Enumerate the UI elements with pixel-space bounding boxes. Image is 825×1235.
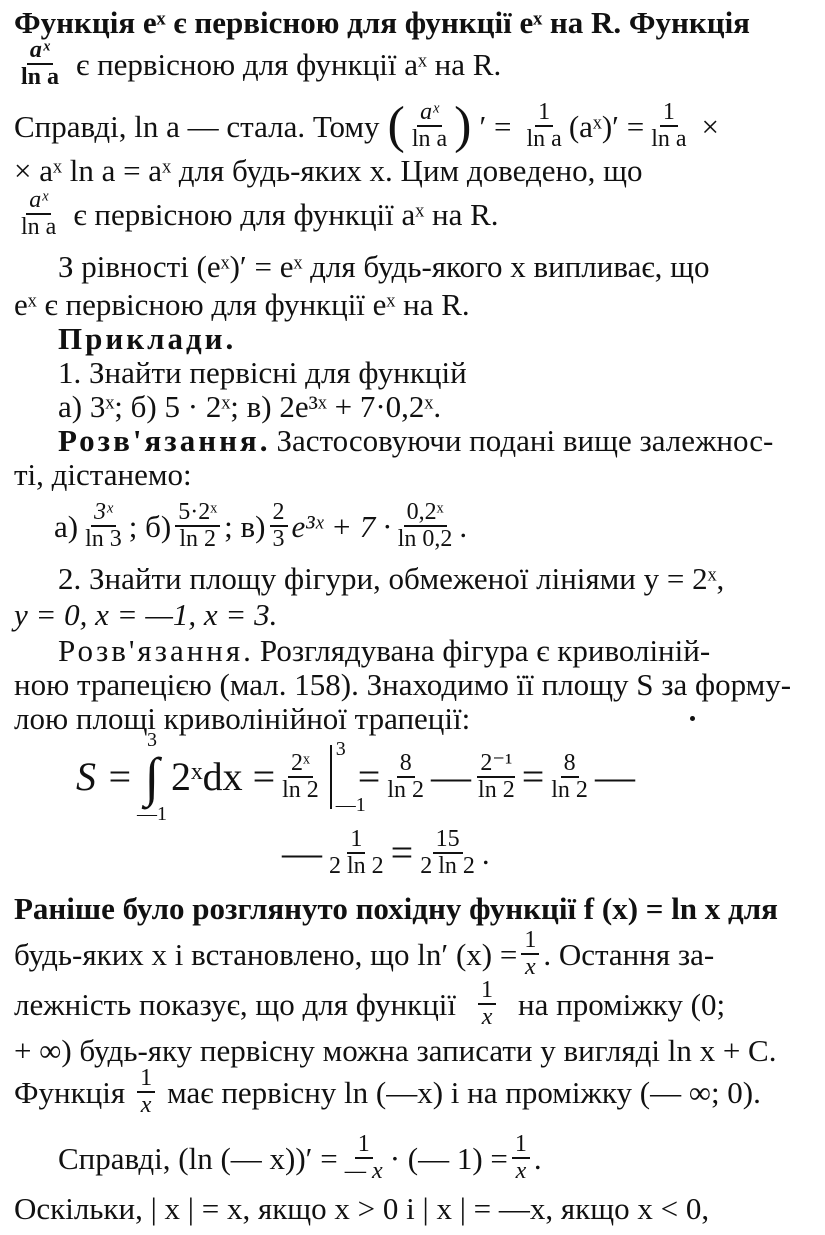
fraction [18, 188, 59, 240]
speck [690, 716, 695, 721]
den: ln a [526, 126, 562, 152]
text: — [282, 830, 322, 875]
num: 1 [478, 978, 496, 1005]
num: 1 [660, 100, 678, 127]
line-24 [14, 1030, 811, 1070]
text: × aˣ ln a = aˣ для будь-яких x. Цим доведено, що [14, 152, 643, 188]
text: = [357, 754, 381, 799]
integral-sign: 3 ∫ —1 [137, 729, 167, 825]
line-5 [14, 186, 811, 240]
formula-continued: — $\frac{1}{2 \ln 2}$ = $\frac{15}{2 \ln 2}$ . [282, 825, 490, 879]
text: має первісну ln (—x) і на проміжку (— ∞; 0). [167, 1074, 761, 1110]
num: aˣ [417, 100, 442, 127]
text: лежність показує, що для функції [14, 986, 457, 1022]
text: y = 0, x = —1, x = 3. [14, 596, 278, 632]
den: x [525, 954, 536, 980]
fraction [548, 751, 591, 803]
text: S = [76, 754, 133, 799]
text: є первісною для функції aˣ на R. [76, 46, 502, 82]
num: aˣ [26, 188, 51, 215]
den: ln 2 [179, 526, 217, 552]
text: (aˣ)′ = [568, 108, 645, 144]
fraction-ax-lna [18, 38, 62, 90]
fraction [82, 500, 125, 552]
upper-limit: 3 [147, 729, 157, 751]
text: Функція eˣ є первісною для функції eˣ на R. Функція [14, 4, 750, 40]
den: ln a [21, 214, 57, 240]
num: 0,2ˣ [404, 500, 447, 527]
fraction [279, 751, 322, 803]
text: будь-яких x і встановлено, що ln′ (x) = [14, 936, 518, 972]
text: — [594, 754, 635, 799]
den: x [140, 1092, 152, 1118]
text: — [431, 754, 472, 799]
heading: Приклади. [58, 320, 237, 356]
fraction [270, 500, 288, 552]
text: eˣ є первісною для функції eˣ на R. [14, 286, 470, 322]
den: ln a [411, 126, 448, 152]
num: 2⁻¹ [477, 751, 515, 778]
fraction [478, 978, 496, 1030]
fraction [175, 500, 220, 552]
line-23 [14, 976, 811, 1030]
text: = [390, 830, 414, 875]
fraction [342, 1132, 386, 1184]
text: 2. Знайти площу фігури, обмеженої лініями y = 2ˣ, [58, 560, 725, 596]
num: 3ˣ [91, 500, 116, 527]
num: 8 [561, 751, 579, 778]
line-15 [14, 594, 811, 634]
line-25 [14, 1064, 811, 1118]
den: ln 0,2 [397, 526, 453, 552]
fraction [395, 500, 456, 552]
text: . Остання за- [543, 936, 715, 972]
line-27 [14, 1188, 811, 1228]
text: = [521, 754, 545, 799]
text: ною трапецією (мал. 158). Знаходимо її площу S за форму- [14, 666, 792, 702]
text: · (— 1) = [389, 1140, 508, 1176]
den: ln a [651, 126, 687, 152]
num: 1 [535, 100, 553, 127]
line-13: а) $\frac{\text{3ˣ}}{\ln 3}$ ; б) $\frac{\text{5·2ˣ}}{\ln 2}$ ; в) $\frac{2}{3}$ e³ˣ + 7 · $\frac{\text{0,2ˣ}}{\ln 0,2}$ . [54, 498, 468, 552]
evaluation-bar [330, 738, 366, 816]
line-14 [58, 558, 811, 598]
text: 2ˣdx = [171, 754, 276, 799]
fraction [475, 751, 518, 803]
text: Оскільки, | x | = x, якщо x > 0 і | x | = —x, якщо x < 0, [14, 1190, 710, 1226]
num: 1 [137, 1066, 155, 1093]
line-4 [14, 150, 811, 190]
text: Справді, (ln (— x))′ = [58, 1140, 338, 1176]
fraction [409, 100, 450, 152]
line-22 [14, 926, 811, 980]
paren-open: ( [387, 97, 405, 154]
text: З рівності (eˣ)′ = eˣ для будь-якого x випливає, що [58, 248, 710, 284]
fraction [512, 1132, 530, 1184]
fraction [523, 100, 564, 152]
den: ln 2 [282, 777, 319, 803]
label: Розв'язання. [58, 422, 271, 458]
formula-integral [14, 729, 811, 825]
den: 3 [272, 526, 285, 552]
fraction [648, 100, 689, 152]
den: ln a [21, 64, 60, 90]
num: 2ˣ [288, 751, 313, 778]
num: 15 [433, 827, 463, 854]
lower: —1 [335, 794, 366, 816]
num: 1 [355, 1132, 373, 1159]
fraction [384, 751, 427, 803]
text: Справді, ln a — стала. Тому [14, 108, 380, 144]
text: × [701, 108, 720, 144]
text: 1. Знайти первісні для функцій [58, 354, 467, 390]
fraction [521, 928, 539, 980]
line-2 [14, 36, 811, 90]
line-6 [58, 246, 811, 286]
num: 1 [347, 827, 365, 854]
lower-limit: —1 [137, 803, 167, 825]
text: + ∞) будь-яку первісну можна записати у вигляді ln x + C. [14, 1032, 777, 1068]
text: лою площі криволінійної трапеції: [14, 700, 471, 736]
num: 5·2ˣ [175, 500, 220, 527]
line-12 [14, 454, 811, 494]
text: ті, дістанемо: [14, 456, 192, 492]
den: ln 2 [551, 777, 588, 803]
den: ln 2 [478, 777, 515, 803]
line-26: Справді, (ln (— x))′ = $\frac{1}{— x}$ · (— 1) = $\frac{1}{x}$ . [58, 1130, 542, 1184]
den: x [481, 1004, 493, 1030]
num: 1 [512, 1132, 530, 1159]
den: 2 ln 2 [329, 853, 384, 879]
text: Раніше було розглянуто похідну функції f (x) = ln x для [14, 890, 778, 926]
text: Функція [14, 1074, 126, 1110]
text: є первісною для функції aˣ на R. [73, 196, 499, 232]
num: 2 [270, 500, 288, 527]
text: а) 3ˣ; б) 5 · 2ˣ; в) 2e³ˣ + 7·0,2ˣ. [58, 388, 442, 424]
line-3: Справді, ln a — стала. Тому ( $\frac{\text{aˣ}}{\text{ln a}}$ ) ′ = $\frac{1}{\text{ln a}}$ (aˣ)′ = $\frac{1}{\text{ln a}}$ × [14, 97, 720, 154]
den: 2 ln 2 [420, 853, 475, 879]
den: x [515, 1158, 527, 1184]
den: ln 2 [387, 777, 425, 803]
text: Застосовуючи подані вище залежнос- [276, 422, 774, 458]
line-21 [14, 888, 811, 928]
fraction [417, 827, 478, 879]
den: ln 3 [85, 526, 122, 552]
text: e³ˣ + 7 · [291, 508, 391, 544]
den: — x [344, 1158, 383, 1184]
upper: 3 [335, 738, 346, 760]
paren-close: ) [454, 97, 472, 154]
text: Розглядувана фігура є криволіній- [259, 632, 711, 668]
fraction [326, 827, 387, 879]
fraction [137, 1066, 155, 1118]
num: 8 [397, 751, 415, 778]
label: Розв'язання. [58, 632, 254, 668]
num: aˣ [27, 38, 53, 65]
num: 1 [521, 928, 539, 955]
text: на проміжку (0; [518, 986, 726, 1022]
line-1 [14, 2, 811, 42]
